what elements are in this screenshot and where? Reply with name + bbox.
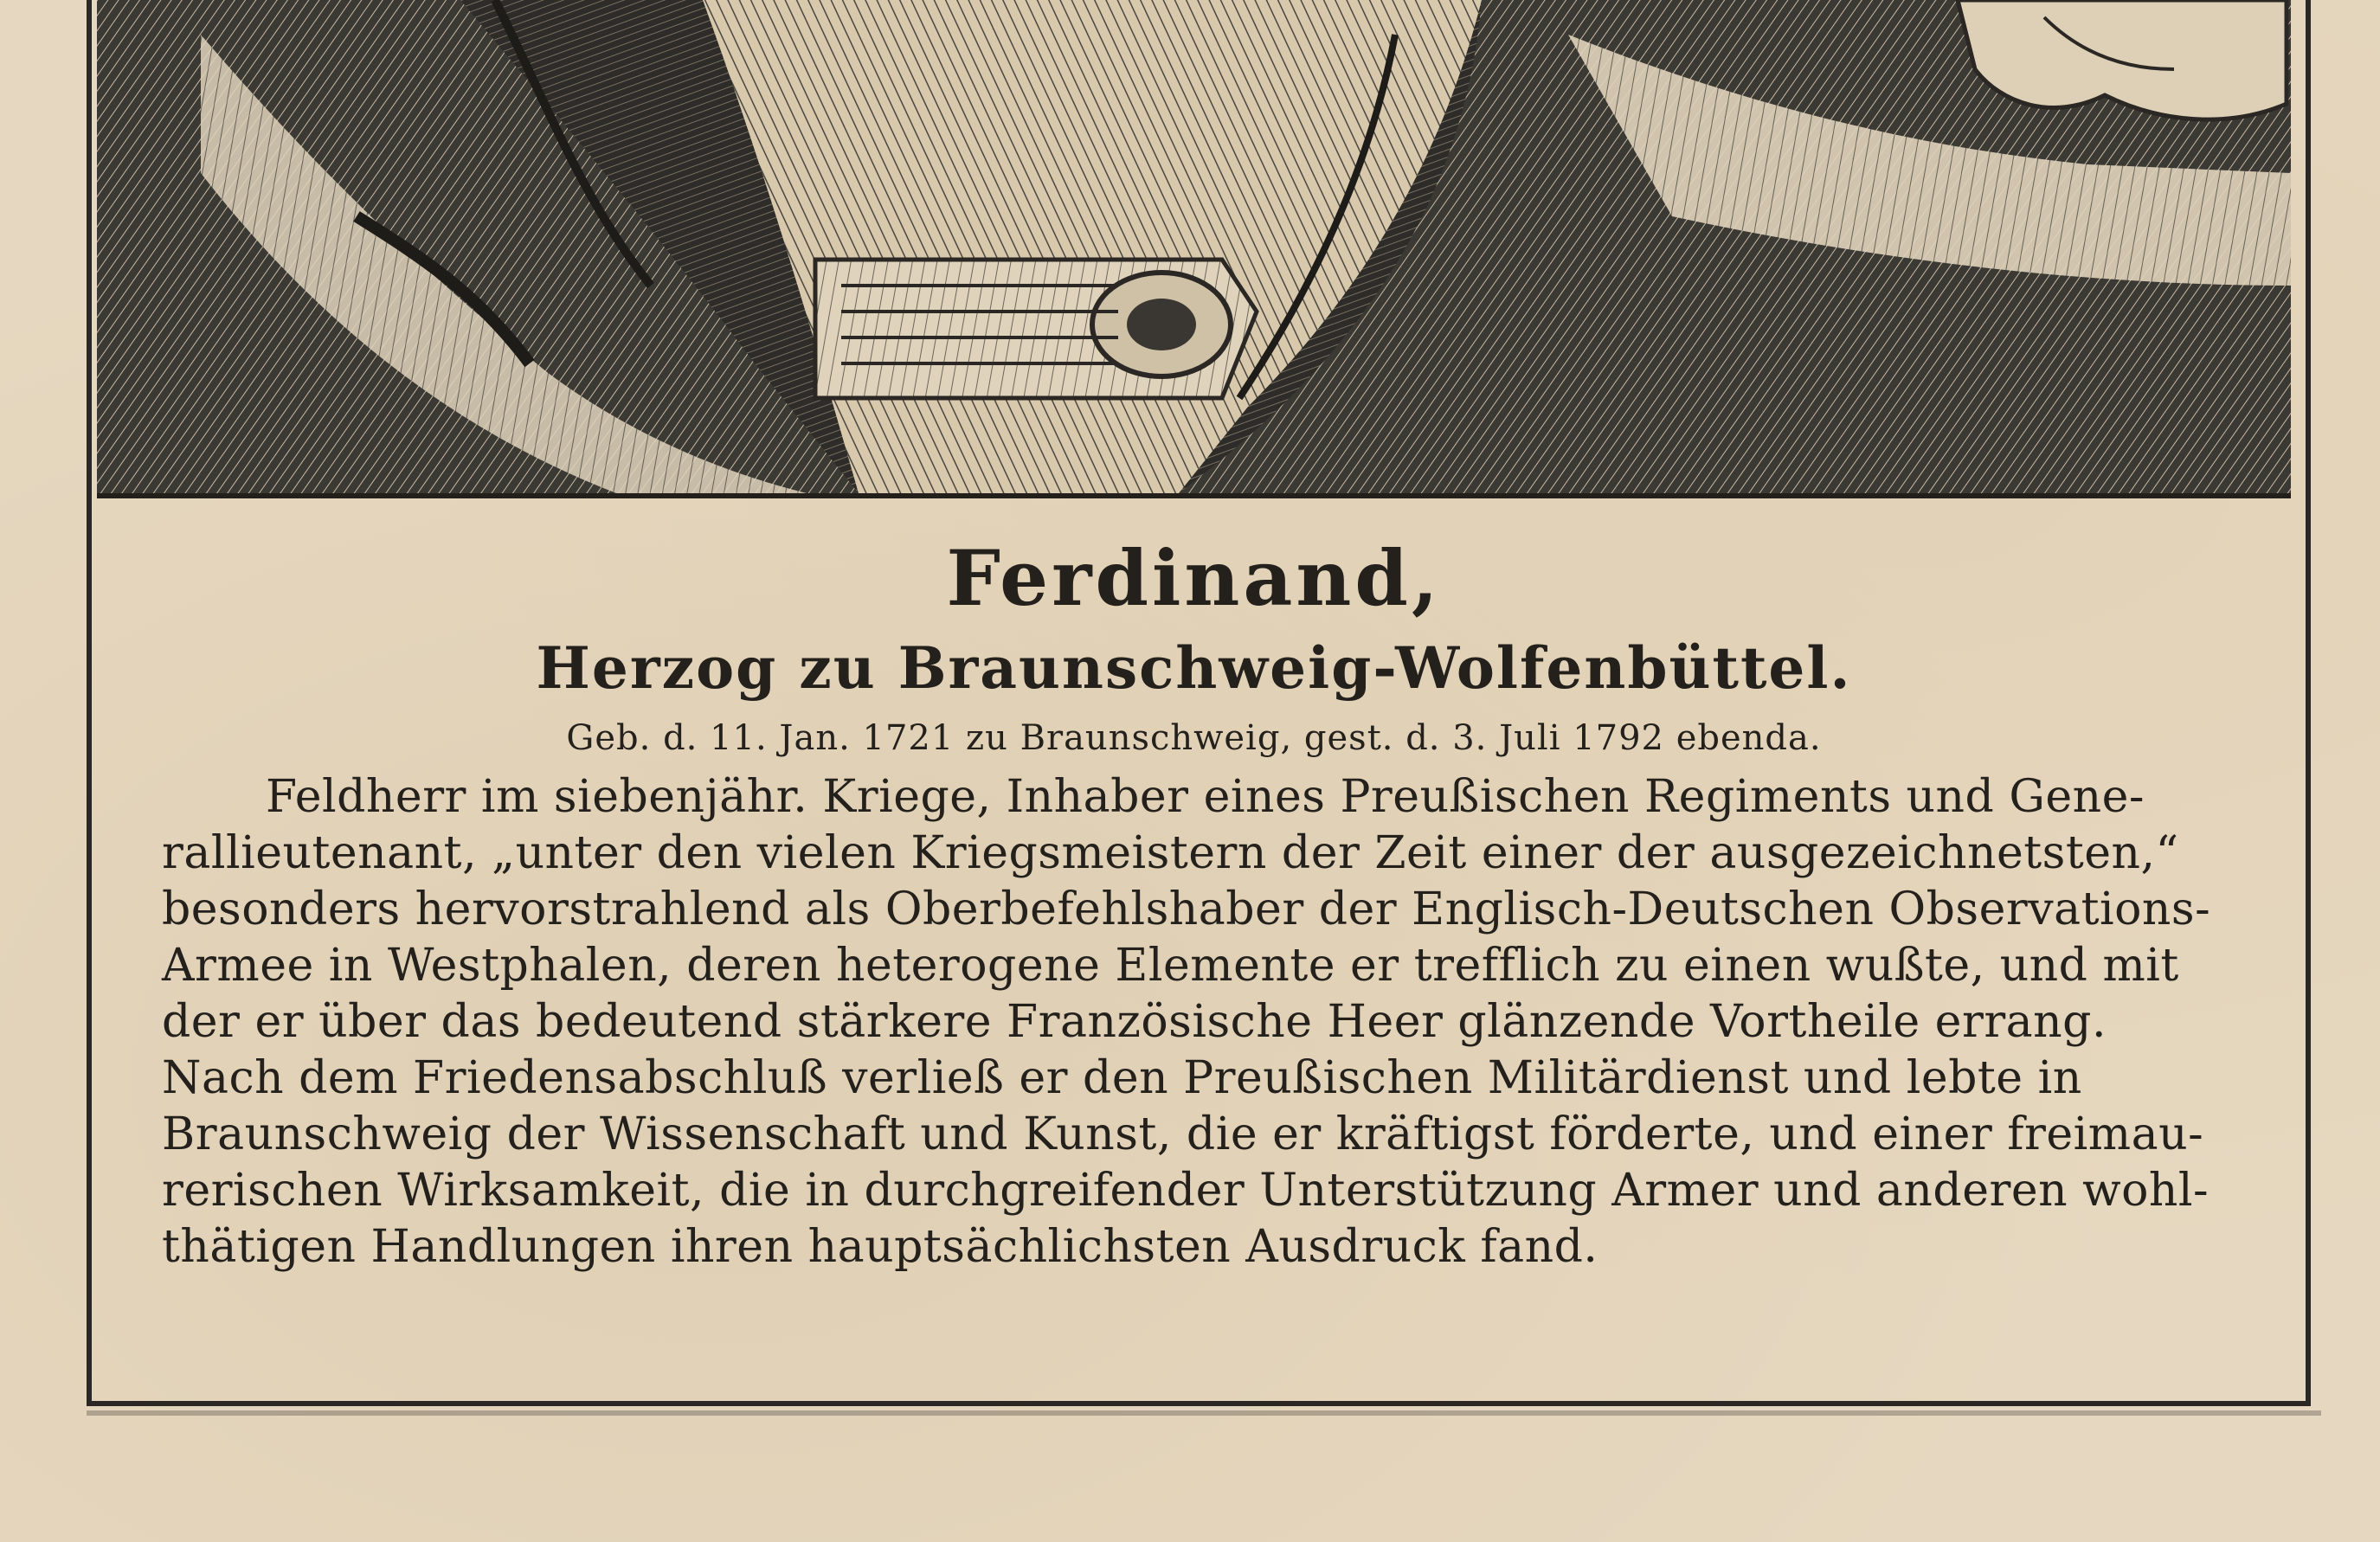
caption-block (97, 533, 2291, 1275)
subject-title: Herzog zu Braunschweig-Wolfenbüttel. (536, 633, 1852, 702)
bio-line: rallieutenant, „unter den vielen Kriegsmeistern der Zeit einer der ausgezeichnetsten,“ (162, 826, 2179, 879)
bio-line: rerischen Wirksamkeit, die in durchgreifender Unterstützung Armer und anderen wohl- (162, 1164, 2210, 1217)
engraving-illustration (97, 0, 2291, 493)
frame-shadow (87, 1410, 2321, 1416)
engraving-image (97, 0, 2291, 498)
bio-line: Armee in Westphalen, deren heterogene Elemente er trefflich zu einen wußte, und mit (162, 939, 2179, 992)
bio-line: der er über das bedeutend stärkere Französische Heer glänzende Vortheile errang. (162, 995, 2107, 1048)
bio-line: thätigen Handlungen ihren hauptsächlichsten Ausdruck fand. (162, 1220, 1598, 1273)
bio-line: Nach dem Friedensabschluß verließ er den Preußischen Militärdienst und lebte in (162, 1051, 2082, 1104)
bio-line: besonders hervorstrahlend als Oberbefehlshaber der Englisch-Deutschen Observations- (162, 883, 2211, 935)
life-dates: Geb. d. 11. Jan. 1721 zu Braunschweig, gest. d. 3. Juli 1792 ebenda. (566, 717, 1822, 758)
biography-text (162, 769, 2239, 1275)
bio-line: Braunschweig der Wissenschaft und Kunst, die er kräftigst förderte, und einer freimau- (162, 1108, 2204, 1160)
bio-line: Feldherr im siebenjähr. Kriege, Inhaber eines Preußischen Regiments und Gene- (266, 770, 2145, 823)
subject-name: Ferdinand, (946, 533, 1442, 623)
